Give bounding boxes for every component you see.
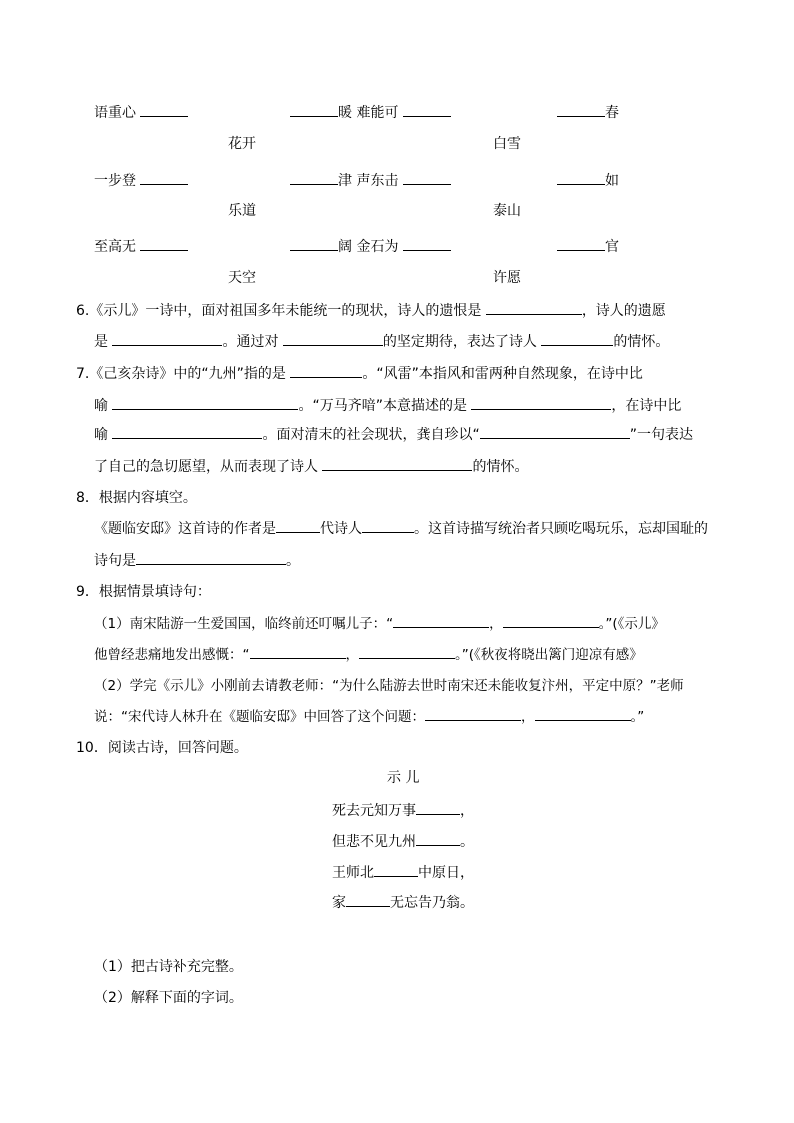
poem-line4: 家 无忘告乃翁。	[332, 892, 474, 913]
idiom-row3-b: 阔 金石为	[290, 236, 451, 257]
blank[interactable]	[112, 331, 222, 346]
blank[interactable]	[290, 363, 362, 378]
blank[interactable]	[541, 331, 613, 346]
blank[interactable]	[374, 862, 418, 877]
q8-line1: 《题临安邸》这首诗的作者是 代诗人 。这首诗描写统治者只顾吃喝玩乐，忘却国耻的	[94, 518, 708, 539]
q9-p2-line2: 说：“宋代诗人林升在《题临安邸》中回答了这个问题： ， 。”	[94, 706, 644, 727]
poem-line1: 死去元知万事 ，	[332, 800, 474, 821]
blank[interactable]	[250, 644, 346, 659]
blank[interactable]	[403, 102, 451, 117]
blank[interactable]	[290, 102, 338, 117]
blank[interactable]	[112, 395, 298, 410]
blank[interactable]	[557, 102, 605, 117]
blank[interactable]	[136, 550, 286, 565]
q10-title: 10．阅读古诗，回答问题。	[76, 740, 248, 756]
idiom-row2-a: 一步登	[94, 170, 188, 191]
idiom-row2-b: 津 声东击	[290, 170, 451, 191]
blank[interactable]	[471, 395, 611, 410]
idiom-row1-sub-a: 花开	[228, 136, 256, 152]
blank[interactable]	[503, 613, 599, 628]
q8-title: 8．根据内容填空。	[76, 490, 197, 506]
q7-line3: 喻 。面对清末的社会现状，龚自珍以“ ”一句表达	[94, 424, 693, 445]
blank[interactable]	[535, 706, 631, 721]
blank[interactable]	[425, 706, 521, 721]
blank[interactable]	[403, 170, 451, 185]
idiom-row2-sub-b: 泰山	[493, 203, 521, 219]
blank[interactable]	[140, 170, 188, 185]
idiom-row1-b: 暖 难能可	[290, 102, 451, 123]
blank[interactable]	[486, 300, 582, 315]
blank[interactable]	[112, 424, 262, 439]
poem-line3: 王师北 中原日，	[332, 862, 474, 883]
q9-p2-line1: （2）学完《示儿》小刚前去请教老师：“为什么陆游去世时南宋还未能收复汴州，平定中原？”老师	[94, 678, 684, 694]
blank[interactable]	[393, 613, 489, 628]
blank[interactable]	[322, 456, 472, 471]
blank[interactable]	[557, 236, 605, 251]
q10-sub2: （2）解释下面的字词。	[94, 990, 243, 1006]
idiom-row3-a: 至高无	[94, 236, 188, 257]
blank[interactable]	[140, 102, 188, 117]
q9-p1-line1: （1）南宋陆游一生爱国国，临终前还叮嘱儿子：“ ， 。”(《示儿》	[94, 613, 665, 634]
q6-line2: 是 。通过对 的坚定期待，表达了诗人 的情怀。	[94, 331, 669, 352]
idiom-row1-a: 语重心	[94, 102, 188, 123]
idiom-row3-sub-a: 天空	[228, 270, 256, 286]
blank[interactable]	[140, 236, 188, 251]
blank[interactable]	[480, 424, 630, 439]
q7-line1: 7.《己亥杂诗》中的“九州”指的是 。“风雷”本指风和雷两种自然现象，在诗中比	[76, 363, 643, 384]
idiom-row1-c: 春	[557, 102, 619, 123]
idiom-row2-sub-a: 乐道	[228, 203, 256, 219]
q7-line2: 喻 。“万马齐喑”本意描述的是 ，在诗中比	[94, 395, 681, 416]
q10-sub1: （1）把古诗补充完整。	[94, 959, 243, 975]
q9-title: 9．根据情景填诗句：	[76, 584, 211, 600]
poem-line2: 但悲不见九州 。	[332, 831, 474, 852]
q9-p1-line2: 他曾经悲痛地发出感慨：“ ， 。”(《秋夜将晓出篱门迎凉有感》	[94, 644, 643, 665]
blank[interactable]	[416, 800, 460, 815]
blank[interactable]	[283, 331, 383, 346]
q8-line2: 诗句是 。	[94, 550, 300, 571]
blank[interactable]	[557, 170, 605, 185]
blank[interactable]	[362, 518, 414, 533]
blank[interactable]	[276, 518, 320, 533]
idiom-row3-sub-b: 许愿	[493, 270, 521, 286]
blank[interactable]	[290, 236, 338, 251]
idiom-row3-c: 官	[557, 236, 619, 257]
blank[interactable]	[290, 170, 338, 185]
blank[interactable]	[403, 236, 451, 251]
blank[interactable]	[359, 644, 455, 659]
idiom-row1-sub-b: 白雪	[493, 136, 521, 152]
q6-line1: 6.《示儿》一诗中，面对祖国多年未能统一的现状，诗人的遗恨是 ，诗人的遗愿	[76, 300, 666, 321]
poem-title: 示 儿	[387, 770, 420, 786]
blank[interactable]	[346, 892, 390, 907]
idiom-row2-c: 如	[557, 170, 619, 191]
blank[interactable]	[416, 831, 460, 846]
q7-line4: 了自己的急切愿望，从而表现了诗人 的情怀。	[94, 456, 528, 477]
